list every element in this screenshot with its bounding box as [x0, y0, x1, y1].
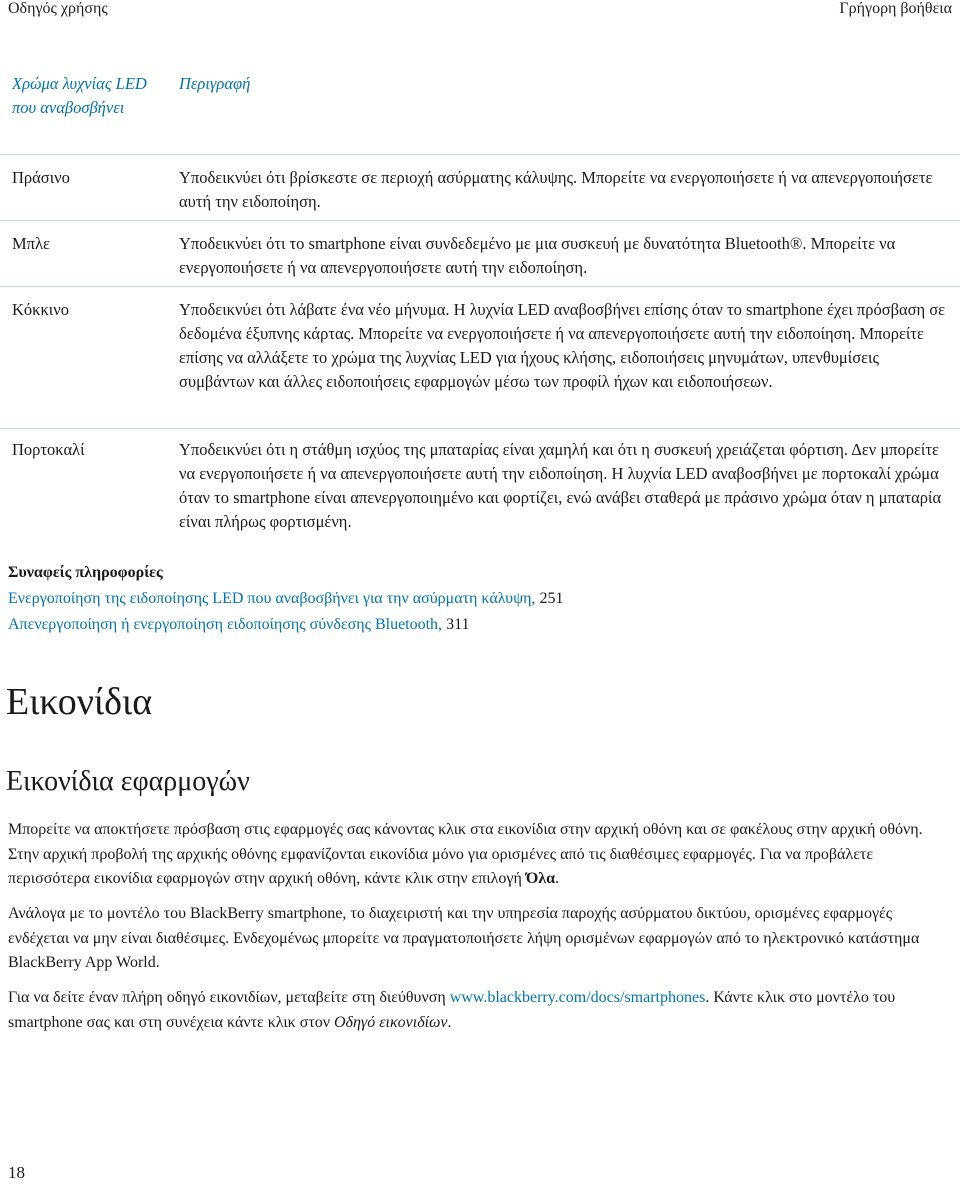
subsection-title: Εικονίδια εφαρμογών [6, 766, 250, 797]
related-information [8, 560, 953, 638]
related-heading: Συναφείς πληροφορίες [8, 564, 163, 581]
led-color-cell: Πράσινο [12, 168, 70, 187]
related-link-bluetooth-notification[interactable]: Απενεργοποίηση ή ενεργοποίηση ειδοποίησης σύνδεσης Bluetooth, [8, 616, 443, 633]
led-description-cell: Υποδεικνύει ότι λάβατε ένα νέο μήνυμα. Η λυχνία LED αναβοσβήνει επίσης όταν το smartphone έχει πρόσβαση σε δεδομένα έξυπνης κάρτας. Μπορείτε να ενεργοποιήσετε ή να απενεργοποιήσετε αυτή την ειδοποίηση. Μπορείτε επίσης να αλλάξετε το χρώμα της λυχνίας LED για ήχους κλήσης, ειδοποιήσεις μηνυμάτων, υπενθυμίσεις συμβάντων και άλλες ειδοποιήσεις εφαρμογών μέσω των προφίλ ήχων και ειδοποιήσεων. [179, 300, 946, 391]
table-divider [0, 428, 960, 429]
led-description-cell: Υποδεικνύει ότι η στάθμη ισχύος της μπαταρίας είναι χαμηλή και ότι η συσκευή χρειάζεται φόρτιση. Δεν μπορείτε να ενεργοποιήσετε ή να απενεργοποιήσετε αυτή την ειδοποίηση. Η λυχνία LED αναβοσβήνει με πορτοκαλί χρώμα όταν το smartphone είναι απενεργοποιημένο και φορτίζει, ενώ ανάβει σταθερά με πράσινο χρώμα όταν η μπαταρία είναι πλήρως φορτισμένη. [179, 440, 942, 531]
led-color-cell: Κόκκινο [12, 300, 69, 319]
led-color-cell: Πορτοκαλί [12, 440, 85, 459]
related-link-page: 311 [446, 616, 470, 633]
running-header-section: Γρήγορη βοήθεια [839, 0, 952, 17]
related-link-page: 251 [539, 590, 564, 607]
related-link-item [8, 586, 953, 612]
table-divider [0, 154, 960, 155]
icon-guide-title: Οδηγό εικονιδίων [334, 1013, 448, 1031]
paragraph-app-icons [8, 818, 953, 892]
running-header-guide: Οδηγός χρήσης [8, 0, 108, 17]
related-link-item [8, 612, 953, 638]
led-color-cell: Μπλε [12, 234, 50, 253]
led-description-cell: Υποδεικνύει ότι βρίσκεστε σε περιοχή ασύρματης κάλυψης. Μπορείτε να ενεργοποιήσετε ή να απενεργοποιήσετε αυτή την ειδοποίηση. [179, 168, 933, 211]
option-all-label: Όλα [525, 870, 556, 887]
paragraph-text: . [447, 1013, 452, 1031]
section-title: Εικονίδια [6, 681, 153, 723]
led-description-cell: Υποδεικνύει ότι το smartphone είναι συνδεδεμένο με μια συσκευή με δυνατότητα Bluetooth®. Μπορείτε να ενεργοποιήσετε ή να απενεργοποιήσετε αυτή την ειδοποίηση. [179, 234, 896, 277]
paragraph-text: . [555, 870, 560, 887]
paragraph-text: Για να δείτε έναν πλήρη οδηγό εικονιδίων, μεταβείτε στη διεύθυνση [8, 989, 450, 1006]
blackberry-docs-link[interactable]: www.blackberry.com/docs/smartphones [449, 989, 706, 1006]
paragraph-availability: Ανάλογα με το μοντέλο του BlackBerry smartphone, το διαχειριστή και την υπηρεσία παροχής ασύρματου δικτύου, ορισμένες εφαρμογές ενδέχεται να μην είναι διαθέσιμες. Ενδεχομένως μπορείτε να πραγματοποιήσετε λήψη ορισμένων εφαρμογών από το ηλεκτρονικό κατάστημα BlackBerry App World. [8, 905, 920, 971]
paragraph-icon-guide [8, 986, 953, 1035]
page-number: 18 [8, 1163, 25, 1182]
paragraph-text: Μπορείτε να αποκτήσετε πρόσβαση στις εφαρμογές σας κάνοντας κλικ στα εικονίδια στην αρχική οθόνη και σε φακέλους στην αρχική οθόνη. Στην αρχική προβολή της αρχικής οθόνης εμφανίζονται εικονίδια μόνο για ορισμένες από τις διαθέσιμες εφαρμογές. Για να προβάλετε περισσότερα εικονίδια εφαρμογών στην αρχική οθόνη, κάντε κλικ στην επιλογή [8, 821, 923, 887]
table-header-led-color: Χρώμα λυχνίας LED που αναβοσβήνει [12, 74, 147, 117]
paragraph-text: . Κάντε κλικ στο μοντέλο του smartphone σας και στη συνέχεια κάντε κλικ στον [8, 989, 896, 1031]
table-header-description: Περιγραφή [179, 74, 251, 93]
related-link-wireless-led[interactable]: Ενεργοποίηση της ειδοποίησης LED που αναβοσβήνει για την ασύρματη κάλυψη, [8, 590, 536, 607]
table-divider [0, 220, 960, 221]
table-divider [0, 286, 960, 287]
